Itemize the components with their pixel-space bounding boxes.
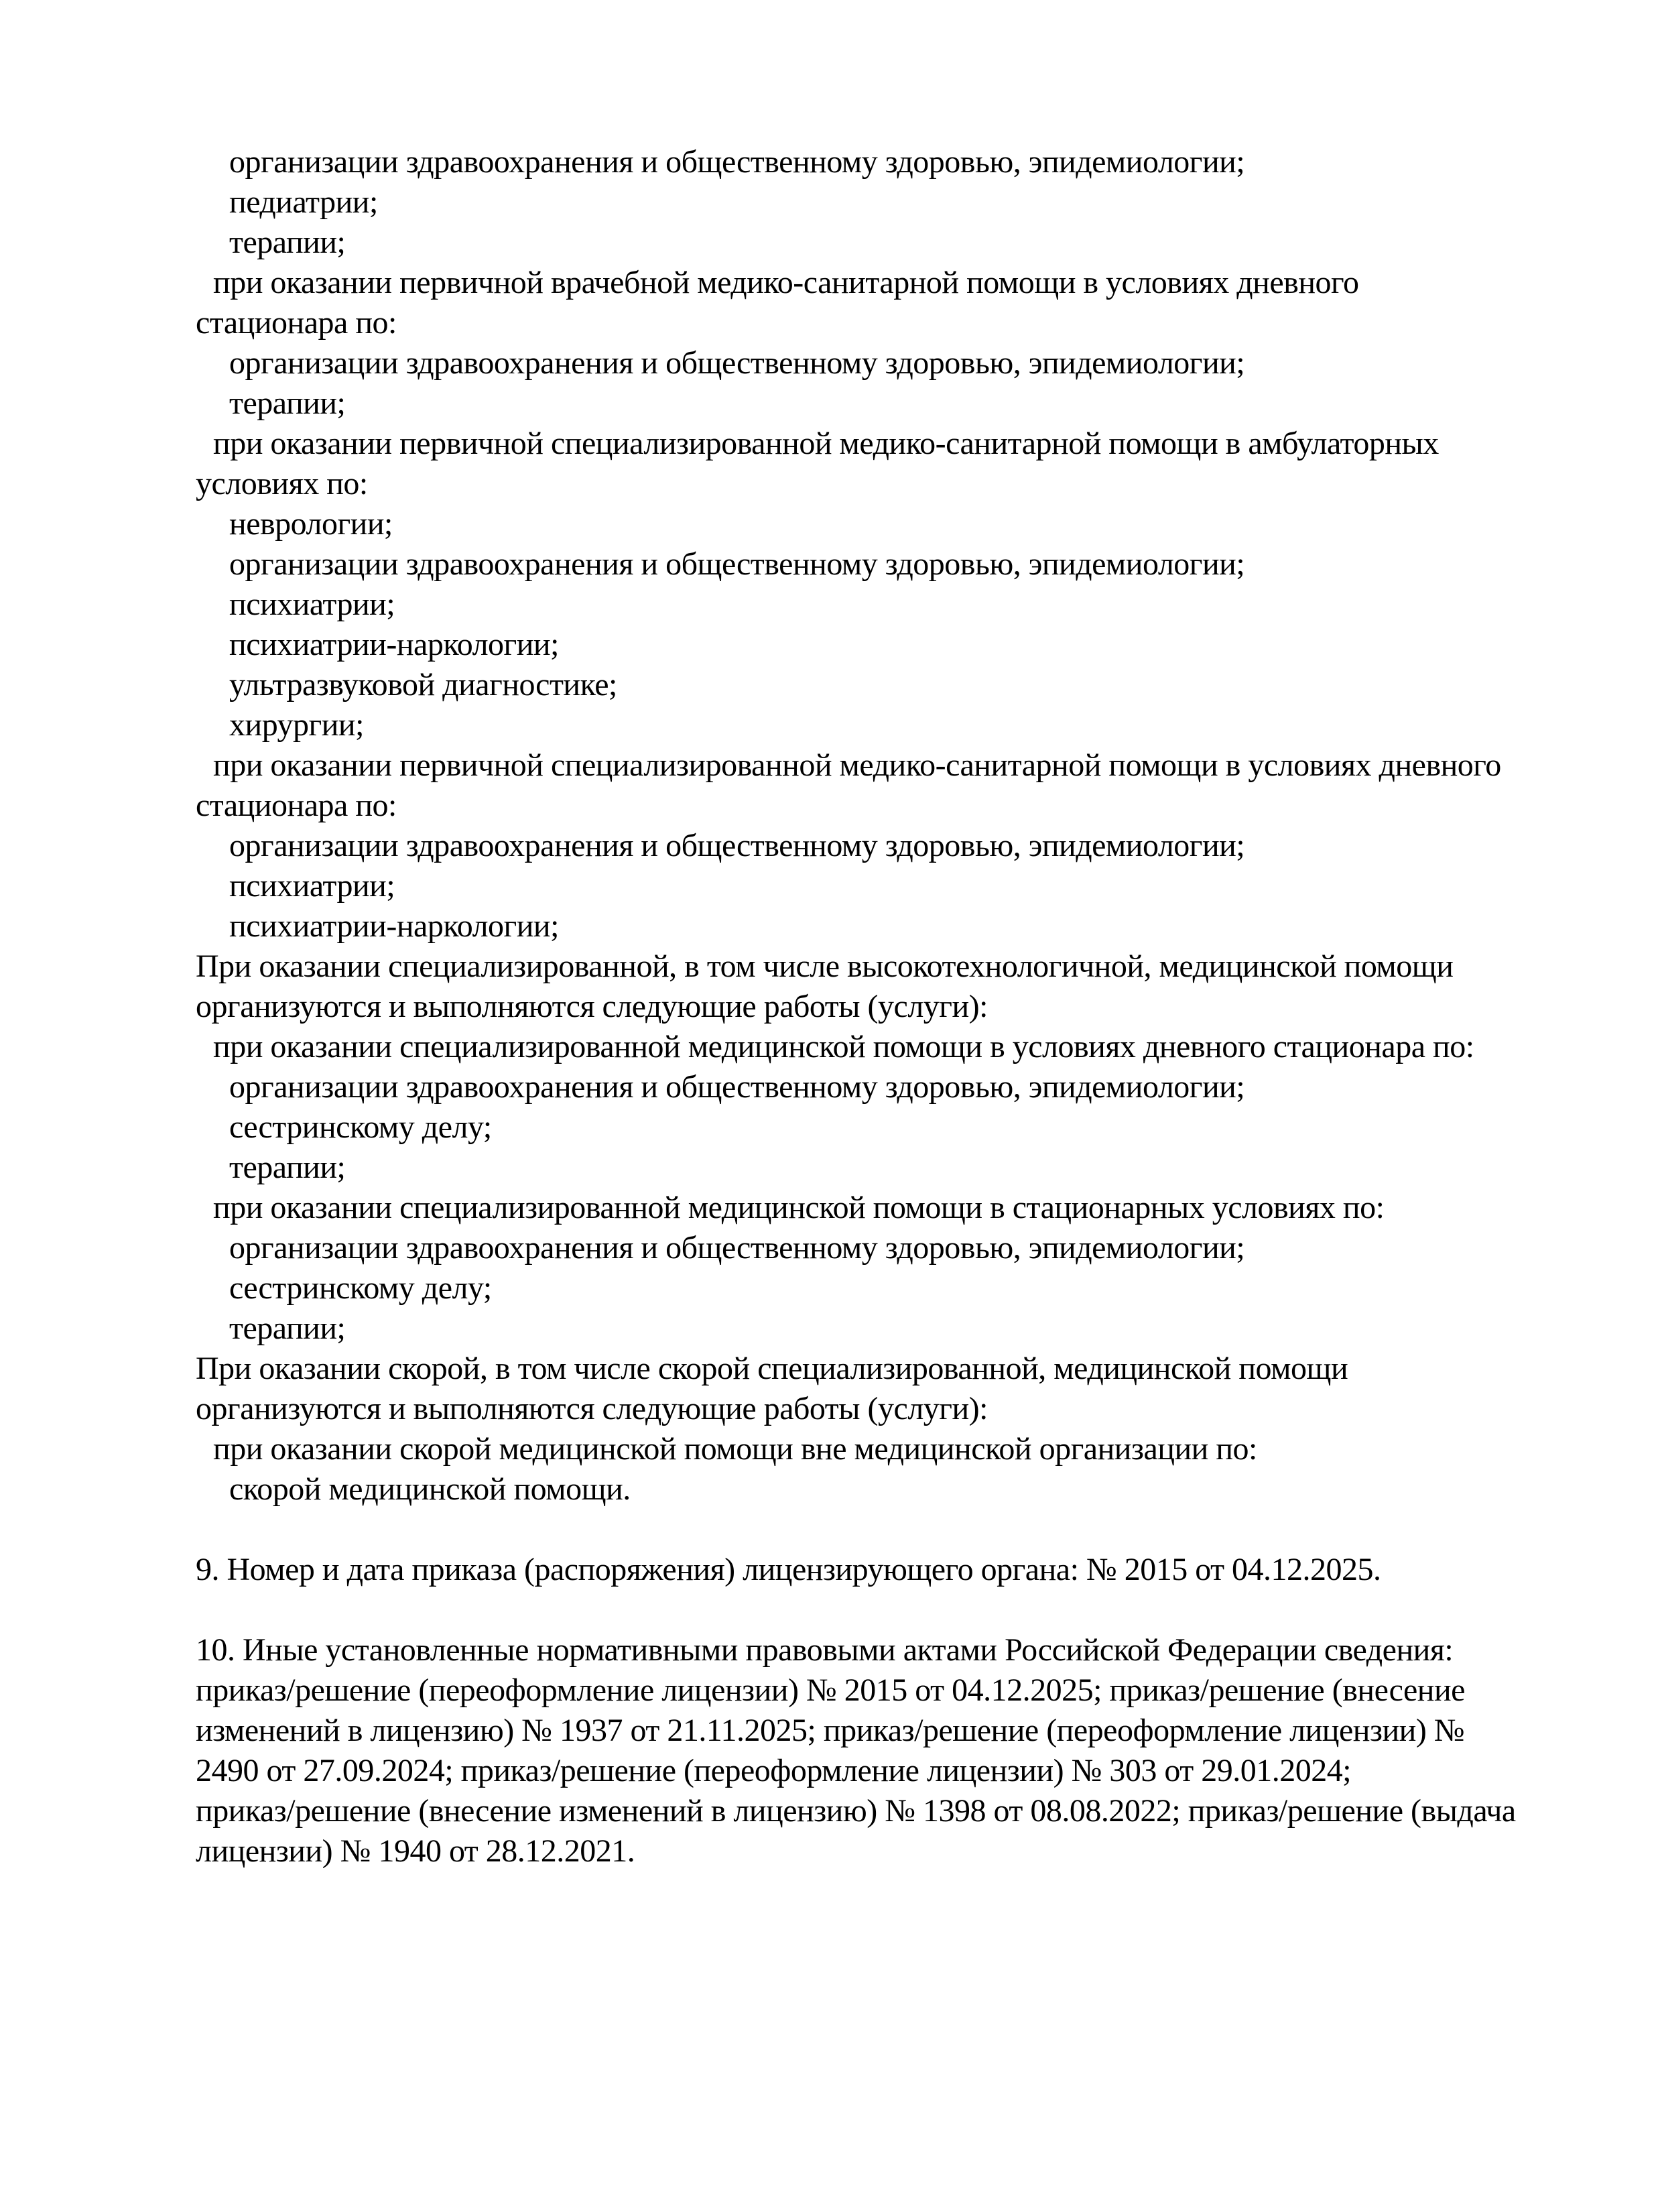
text-line: при оказании первичной специализированной медико-санитарной помощи в амбулаторных [213, 426, 1439, 461]
text-line: условиях по: [196, 466, 368, 501]
text-line: при оказании первичной специализированной медико-санитарной помощи в условиях дневного [213, 747, 1501, 783]
text-line: при оказании специализированной медицинской помощи в условиях дневного стационара по: [213, 1029, 1474, 1064]
text-line: 2490 от 27.09.2024; приказ/решение (переоформление лицензии) № 303 от 29.01.2024; [196, 1753, 1352, 1788]
text-line: приказ/решение (переоформление лицензии) № 2015 от 04.12.2025; приказ/решение (внесение [196, 1672, 1465, 1708]
text-line: психиатрии-наркологии; [229, 627, 559, 662]
text-line: при оказании специализированной медицинской помощи в стационарных условиях по: [213, 1190, 1385, 1225]
text-line: ультразвуковой диагностике; [229, 667, 617, 702]
text-line: хирургии; [229, 707, 364, 743]
text-line: неврологии; [229, 506, 393, 542]
text-line: организации здравоохранения и общественному здоровью, эпидемиологии; [229, 1069, 1245, 1105]
text-line: сестринскому делу; [229, 1270, 492, 1306]
text-line: организации здравоохранения и общественному здоровью, эпидемиологии; [229, 345, 1245, 381]
text-line: при оказании скорой медицинской помощи вне медицинской организации по: [213, 1431, 1257, 1467]
text-line: организуются и выполняются следующие работы (услуги): [196, 1391, 988, 1426]
text-line: организуются и выполняются следующие работы (услуги): [196, 989, 988, 1024]
text-line: При оказании специализированной, в том числе высокотехнологичной, медицинской помощи [196, 948, 1454, 984]
text-line: психиатрии-наркологии; [229, 908, 559, 944]
text-line: организации здравоохранения и общественному здоровью, эпидемиологии; [229, 144, 1245, 180]
text-line: терапии; [229, 225, 346, 260]
text-line: изменений в лицензию) № 1937 от 21.11.2025; приказ/решение (переоформление лицензии) № [196, 1713, 1465, 1748]
text-line: терапии; [229, 1150, 346, 1185]
text-line: лицензии) № 1940 от 28.12.2021. [196, 1833, 635, 1869]
text-line: педиатрии; [229, 184, 378, 220]
text-line: организации здравоохранения и общественному здоровью, эпидемиологии; [229, 546, 1245, 582]
text-line: При оказании скорой, в том числе скорой специализированной, медицинской помощи [196, 1351, 1348, 1386]
text-line [196, 1590, 1541, 1630]
text-line: 10. Иные установленные нормативными правовыми актами Российской Федерации сведения: [196, 1632, 1454, 1668]
text-line: психиатрии; [229, 868, 395, 904]
text-line: терапии; [229, 385, 346, 421]
text-line: сестринскому делу; [229, 1109, 492, 1145]
text-line: при оказании первичной врачебной медико-санитарной помощи в условиях дневного [213, 265, 1359, 300]
text-line: 9. Номер и дата приказа (распоряжения) лицензирующего органа: № 2015 от 04.12.2025. [196, 1552, 1381, 1587]
text-line [196, 1510, 1541, 1550]
text-line: организации здравоохранения и общественному здоровью, эпидемиологии; [229, 828, 1245, 863]
text-line: психиатрии; [229, 587, 395, 622]
text-line: скорой медицинской помощи. [229, 1471, 631, 1507]
text-line: терапии; [229, 1310, 346, 1346]
text-line: приказ/решение (внесение изменений в лицензию) № 1398 от 08.08.2022; приказ/решение (выдача [196, 1793, 1516, 1829]
text-line: стационара по: [196, 788, 397, 823]
text-line: организации здравоохранения и общественному здоровью, эпидемиологии; [229, 1230, 1245, 1266]
text-line: стационара по: [196, 305, 397, 341]
